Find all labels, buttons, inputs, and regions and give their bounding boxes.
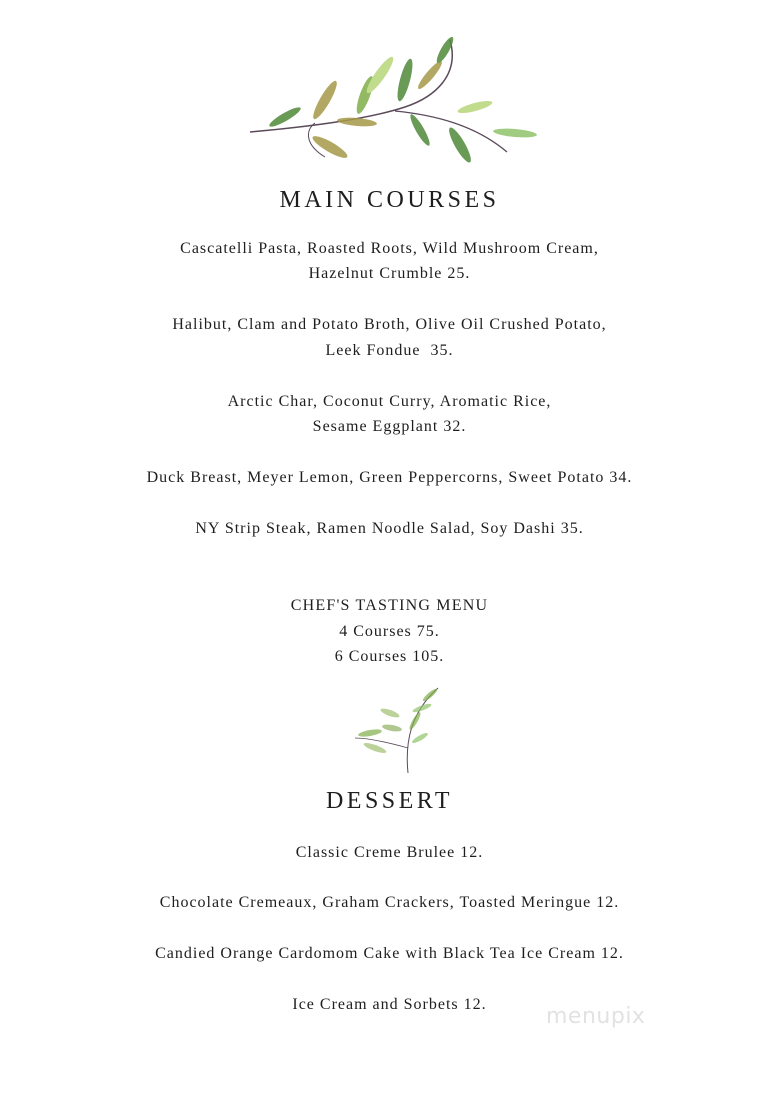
menu-item-line: Hazelnut Crumble 25. [308, 265, 471, 282]
dessert-heading: DESSERT [325, 788, 454, 814]
small-leaf-sprig-illustration [350, 683, 440, 775]
menupix-watermark: menupix [546, 1004, 646, 1029]
leaf-branch-illustration [245, 35, 545, 165]
menu-item-line: Cascatelli Pasta, Roasted Roots, Wild Mushroom Cream, [180, 240, 599, 257]
menu-item-line: Halibut, Clam and Potato Broth, Olive Oil Crushed Potato, [172, 316, 607, 333]
menu-item-line: Duck Breast, Meyer Lemon, Green Peppercorns, Sweet Potato 34. [146, 469, 633, 486]
tasting-option: 4 Courses 75. [339, 623, 440, 640]
tasting-option: 6 Courses 105. [334, 648, 445, 665]
menu-item-line: Arctic Char, Coconut Curry, Aromatic Rice, [227, 393, 552, 410]
main-courses-heading: MAIN COURSES [279, 187, 500, 213]
tasting-menu-heading: CHEF'S TASTING MENU [290, 597, 489, 614]
menu-item-line: Leek Fondue 35. [325, 342, 454, 359]
menu-item-line: Sesame Eggplant 32. [312, 418, 467, 435]
dessert-item: Candied Orange Cardomom Cake with Black Tea Ice Cream 12. [155, 945, 624, 962]
dessert-item: Ice Cream and Sorbets 12. [292, 996, 487, 1013]
dessert-item: Chocolate Cremeaux, Graham Crackers, Toasted Meringue 12. [159, 894, 620, 911]
menu-item-line: NY Strip Steak, Ramen Noodle Salad, Soy Dashi 35. [195, 520, 584, 537]
dessert-item: Classic Creme Brulee 12. [295, 844, 484, 861]
